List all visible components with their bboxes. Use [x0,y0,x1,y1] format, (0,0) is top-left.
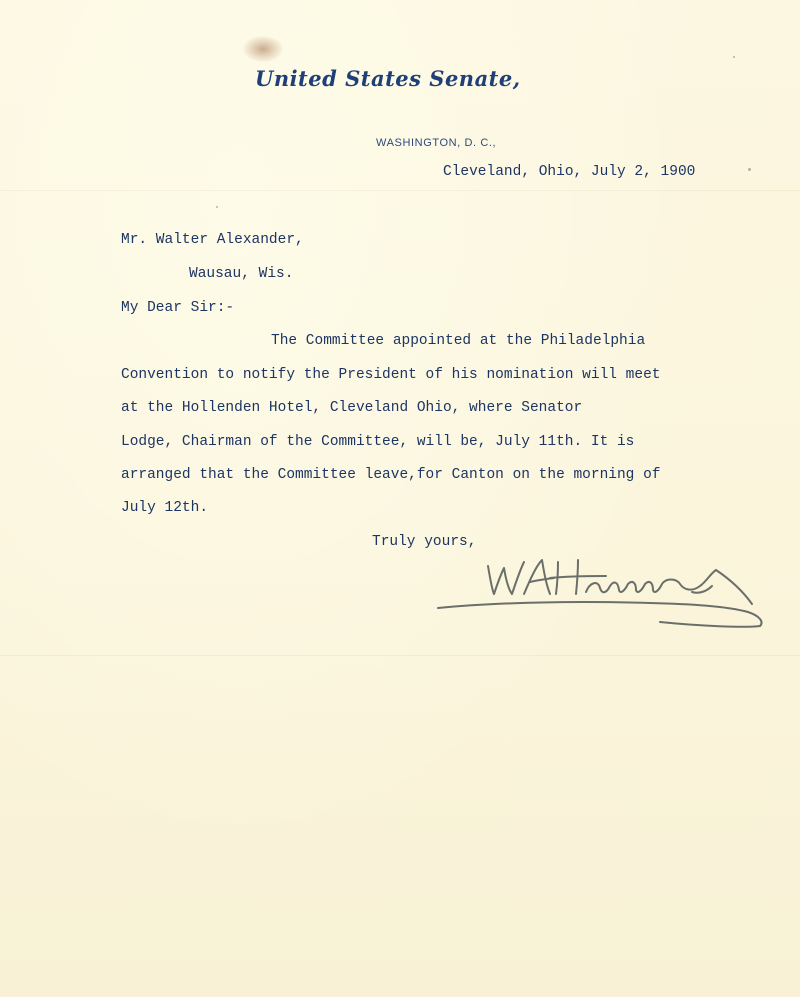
recipient-location: Wausau, Wis. [189,266,294,282]
body-line: July 12th. [121,500,209,516]
paper-speck [748,168,751,171]
signature [430,548,770,638]
closing: Truly yours, [372,534,477,550]
letterhead-city: WASHINGTON, D. C., [376,137,497,149]
paper-stain [243,36,283,62]
letterhead-title: United States Senate, [255,66,521,91]
paper-speck [216,206,218,208]
recipient-name: Mr. Walter Alexander, [121,232,304,248]
salutation: My Dear Sir:- [121,300,235,316]
body-line: Convention to notify the President of his nomination will meet [121,367,661,383]
paper-fold [0,655,800,656]
body-line: The Committee appointed at the Philadelphia [271,333,646,349]
letter-date: Cleveland, Ohio, July 2, 1900 [443,164,696,180]
body-line: at the Hollenden Hotel, Cleveland Ohio, where Senator [121,400,583,416]
body-line: Lodge, Chairman of the Committee, will be, July 11th. It is [121,434,635,450]
paper-fold [0,190,800,191]
paper-speck [733,56,735,58]
body-line: arranged that the Committee leave,for Canton on the morning of [121,467,661,483]
